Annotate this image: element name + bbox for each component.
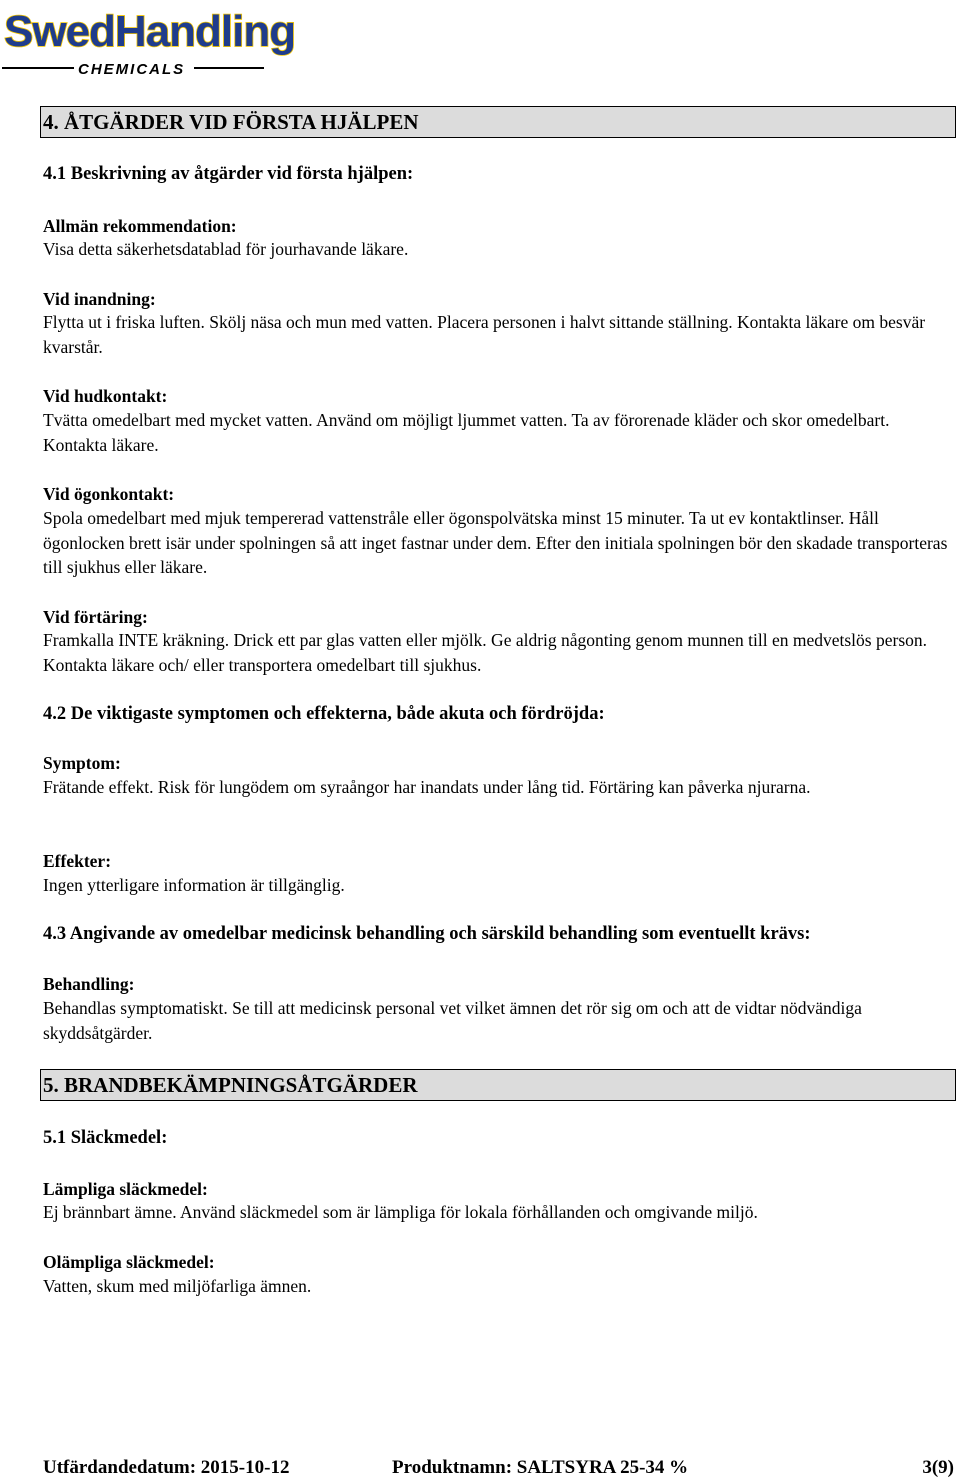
skin-contact-text: Tvätta omedelbart med mycket vatten. Använd om möjligt ljummet vatten. Ta av förorenade kläder och skor omedelbart. Kontakta läkare. <box>43 410 890 455</box>
symptoms-text: Frätande effekt. Risk för lungödem om syraångor har inandats under lång tid. Förtäring kan påverka njurarna. <box>43 777 811 797</box>
inhalation-text: Flytta ut i friska luften. Skölj näsa och mun med vatten. Placera personen i halvt sittande ställning. Kontakta läkare om besvär kvarstår. <box>43 312 926 357</box>
suitable-media-label: Lämpliga släckmedel: <box>43 1179 208 1199</box>
issue-date <box>43 1457 289 1479</box>
subsection-5-1-heading: 5.1 Släckmedel: <box>43 1128 168 1148</box>
suitable-media-text: Ej brännbart ämne. Använd släckmedel som är lämpliga för lokala förhållanden och omgivande miljö. <box>43 1202 758 1222</box>
unsuitable-media-text: Vatten, skum med miljöfarliga ämnen. <box>43 1276 312 1296</box>
product-name <box>392 1457 688 1479</box>
product-name-value: : SALTSYRA 25-34 % <box>505 1457 689 1478</box>
skin-contact-label: Vid hudkontakt: <box>43 386 168 406</box>
company-logo <box>2 2 296 78</box>
treatment-text: Behandlas symptomatiskt. Se till att medicinsk personal vet vilket ämnen det rör sig om och att de vidtar nödvändiga skyddsåtgärder. <box>43 998 862 1043</box>
page-number: 3(9) <box>922 1457 954 1478</box>
product-name-label: Produktnamn <box>392 1457 506 1478</box>
subsection-4-2-heading: 4.2 De viktigaste symptomen och effekterna, både akuta och fördröjda: <box>43 704 605 724</box>
inhalation-label: Vid inandning: <box>43 289 156 309</box>
unsuitable-media-label: Olämpliga släckmedel: <box>43 1252 215 1272</box>
general-advice-label: Allmän rekommendation: <box>43 216 237 236</box>
subsection-4-3-heading: 4.3 Angivande av omedelbar medicinsk behandling och särskild behandling som eventuellt krävs: <box>43 924 811 944</box>
general-advice-text: Visa detta säkerhetsdatablad för jourhavande läkare. <box>43 239 409 259</box>
issue-date-value: : 2015-10-12 <box>189 1457 290 1478</box>
svg-text:SwedHandling: SwedHandling <box>4 7 296 56</box>
section-5-heading: 5. BRANDBEKÄMPNINGSÅTGÄRDER <box>40 1069 956 1101</box>
symptoms-label: Symptom: <box>43 753 121 773</box>
eye-contact-label: Vid ögonkontakt: <box>43 484 175 504</box>
section-4-heading: 4. ÅTGÄRDER VID FÖRSTA HJÄLPEN <box>40 106 956 138</box>
effects-text: Ingen ytterligare information är tillgänglig. <box>43 875 345 895</box>
issue-date-label: Utfärdandedatum <box>43 1457 190 1478</box>
ingestion-label: Vid förtäring: <box>43 607 148 627</box>
ingestion-text: Framkalla INTE kräkning. Drick ett par glas vatten eller mjölk. Ge aldrig någonting genom munnen till en medvetslös person. Kontakta läkare och/ eller transportera omedelbart till sjukhus. <box>43 630 928 675</box>
eye-contact-text: Spola omedelbart med mjuk tempererad vattenstråle eller ögonspolvätska minst 15 minuter. Ta ut ev kontaktlinser. Håll ögonlocken brett isär under spolningen så att inget fastnar under dem. Efter den initiala spolningen bör den skadade transporteras till sjukhus eller läkare. <box>43 508 948 577</box>
subsection-4-1-heading: 4.1 Beskrivning av åtgärder vid första hjälpen: <box>43 164 414 184</box>
treatment-label: Behandling: <box>43 974 135 994</box>
effects-label: Effekter: <box>43 851 112 871</box>
svg-text:CHEMICALS: CHEMICALS <box>78 61 186 78</box>
